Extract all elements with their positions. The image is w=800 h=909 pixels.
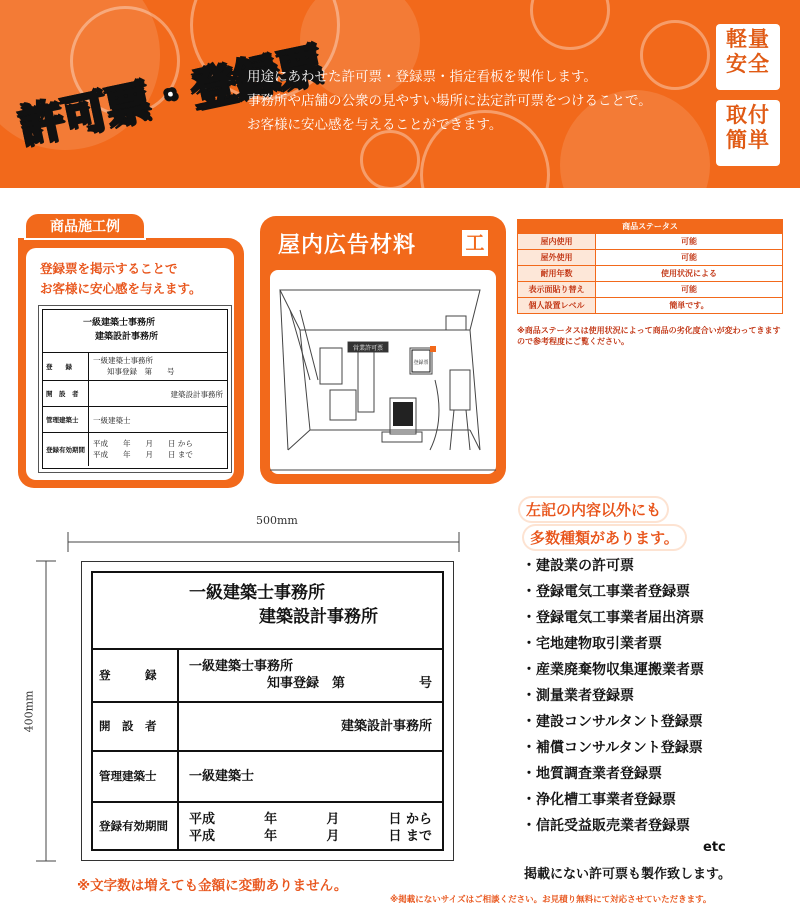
mini-sign-title: 一級建築士事務所 <box>83 318 156 328</box>
indoor-sign-label: 登録票 <box>413 360 429 366</box>
title-char: 録 <box>230 48 284 108</box>
badge-line: 軽量 <box>726 27 770 51</box>
sign-value: 日 まで <box>388 829 432 844</box>
mini-label: 開 設 者 <box>43 381 89 406</box>
status-header: 商品ステータス <box>518 220 783 234</box>
mini-value: 建築設計事務所 <box>170 390 223 399</box>
list-item: ・登録電気工事業者登録票 <box>522 584 690 600</box>
sign-label: 登 録 <box>93 650 179 701</box>
caption-line: 登録票を掲示することで <box>40 261 178 276</box>
example-tab: 商品施工例 <box>24 212 146 240</box>
sign-value: 年 <box>264 812 278 827</box>
status-value: 簡単です。 <box>596 298 783 314</box>
list-heading <box>520 498 685 549</box>
sign-value: 一級建築士 <box>189 768 255 784</box>
sign-row-manager <box>93 750 442 801</box>
list-item: ・産業廃棄物収集運搬業者票 <box>522 662 704 678</box>
mini-value: 一級建築士事務所 <box>93 356 153 365</box>
intro-line: お客様に安心感を与えることができます。 <box>247 117 503 133</box>
badge-line: 安全 <box>726 52 770 76</box>
indoor-sign-label: 営業許可票 <box>352 345 384 352</box>
title-char: 票 <box>101 76 155 136</box>
sign-value: 日 から <box>388 812 432 827</box>
badge-line: 簡単 <box>726 128 770 152</box>
sign-value: 一級建築士事務所 <box>189 658 294 674</box>
list-heading-line: 多数種類があります。 <box>524 526 685 549</box>
status-key: 表示面貼り替え <box>518 282 596 298</box>
custom-order-note: 掲載にない許可票も製作致します。 <box>524 867 731 882</box>
list-item: ・浄化槽工事業者登録票 <box>522 792 676 808</box>
status-value: 使用状況による <box>596 266 783 282</box>
list-item: ・建設業の許可票 <box>522 558 634 574</box>
price-note: ※文字数は増えても金額に変動ありません。 <box>77 878 348 894</box>
title-char: ・ <box>144 66 198 126</box>
indoor-badge: 工 <box>462 230 488 256</box>
sign-value: 知事登録 第 <box>267 675 346 691</box>
sign-value: 月 <box>326 829 340 844</box>
sign-value: 号 <box>418 675 432 691</box>
status-key: 屋内使用 <box>518 234 596 250</box>
mini-value: 平成 年 月 日 まで <box>93 450 193 459</box>
caption-line: お客様に安心感を与えます。 <box>40 281 202 296</box>
badge-line: 取付 <box>726 103 770 127</box>
status-note: ※商品ステータスは使用状況によって商品の劣化度合いが変わってきますので参考程度にご覧ください。 <box>517 326 781 346</box>
status-value: 可能 <box>596 282 783 298</box>
list-item: ・宅地建物取引業者票 <box>522 636 662 652</box>
status-value: 可能 <box>596 250 783 266</box>
registration-sign-drawing <box>81 561 454 861</box>
list-item: ・地質調査業者登録票 <box>522 766 662 782</box>
sign-value: 月 <box>326 812 340 827</box>
list-item: ・補償コンサルタント登録票 <box>522 740 703 756</box>
list-item: ・登録電気工事業者届出済票 <box>522 610 704 626</box>
indoor-title: 屋内広告材料 <box>278 233 417 258</box>
mini-value: 平成 年 月 日 から <box>93 439 193 448</box>
title-char: 票 <box>273 39 327 99</box>
sign-value: 平成 <box>189 812 216 827</box>
mini-value: 知事登録 第 号 <box>107 367 175 376</box>
mini-value: 一級建築士 <box>93 416 131 425</box>
status-value: 可能 <box>596 234 783 250</box>
sign-type-list <box>522 553 704 839</box>
status-key: 個人設置レベル <box>518 298 596 314</box>
list-item: ・測量業者登録票 <box>522 688 634 704</box>
footer-note: ※掲載にないサイズはご相談ください。お見積り無料にて対応させていただきます。 <box>390 895 712 905</box>
title-char: 許 <box>14 94 69 154</box>
mini-label: 登 録 <box>43 353 89 380</box>
sign-title: 一級建築士事務所 <box>189 583 325 603</box>
sign-value: 平成 <box>189 829 216 844</box>
width-label: 500mm <box>256 514 298 527</box>
mini-label: 登録有効期間 <box>43 433 89 466</box>
intro-line: 用途にあわせた許可票・登録票・指定看板を製作します。 <box>247 69 597 85</box>
sign-label: 開 設 者 <box>93 703 179 750</box>
list-item: ・信託受益販売業者登録票 <box>522 818 690 834</box>
sign-label: 管理建築士 <box>93 752 179 801</box>
sign-heading <box>93 573 442 648</box>
sign-row-founder <box>93 701 442 750</box>
etc-label: etc <box>703 840 726 855</box>
sign-row-validity <box>93 801 442 849</box>
mini-label: 管理建築士 <box>43 407 89 432</box>
intro-line: 事務所や店舗の公衆の見やすい場所に法定許可票をつけることで。 <box>247 93 652 109</box>
height-label: 400mm <box>22 690 36 733</box>
list-heading-line: 左記の内容以外にも <box>520 498 667 521</box>
sign-row-registration <box>93 648 442 701</box>
sign-subtitle: 建築設計事務所 <box>259 607 378 627</box>
status-key: 耐用年数 <box>518 266 596 282</box>
list-item: ・建設コンサルタント登録票 <box>522 714 703 730</box>
title-char: 可 <box>58 85 112 145</box>
sign-value: 年 <box>264 829 278 844</box>
status-key: 屋外使用 <box>518 250 596 266</box>
sign-value: 建築設計事務所 <box>340 718 432 734</box>
title-char: 登 <box>187 57 241 117</box>
sign-label: 登録有効期間 <box>93 803 179 849</box>
mini-sign-subtitle: 建築設計事務所 <box>95 332 159 342</box>
